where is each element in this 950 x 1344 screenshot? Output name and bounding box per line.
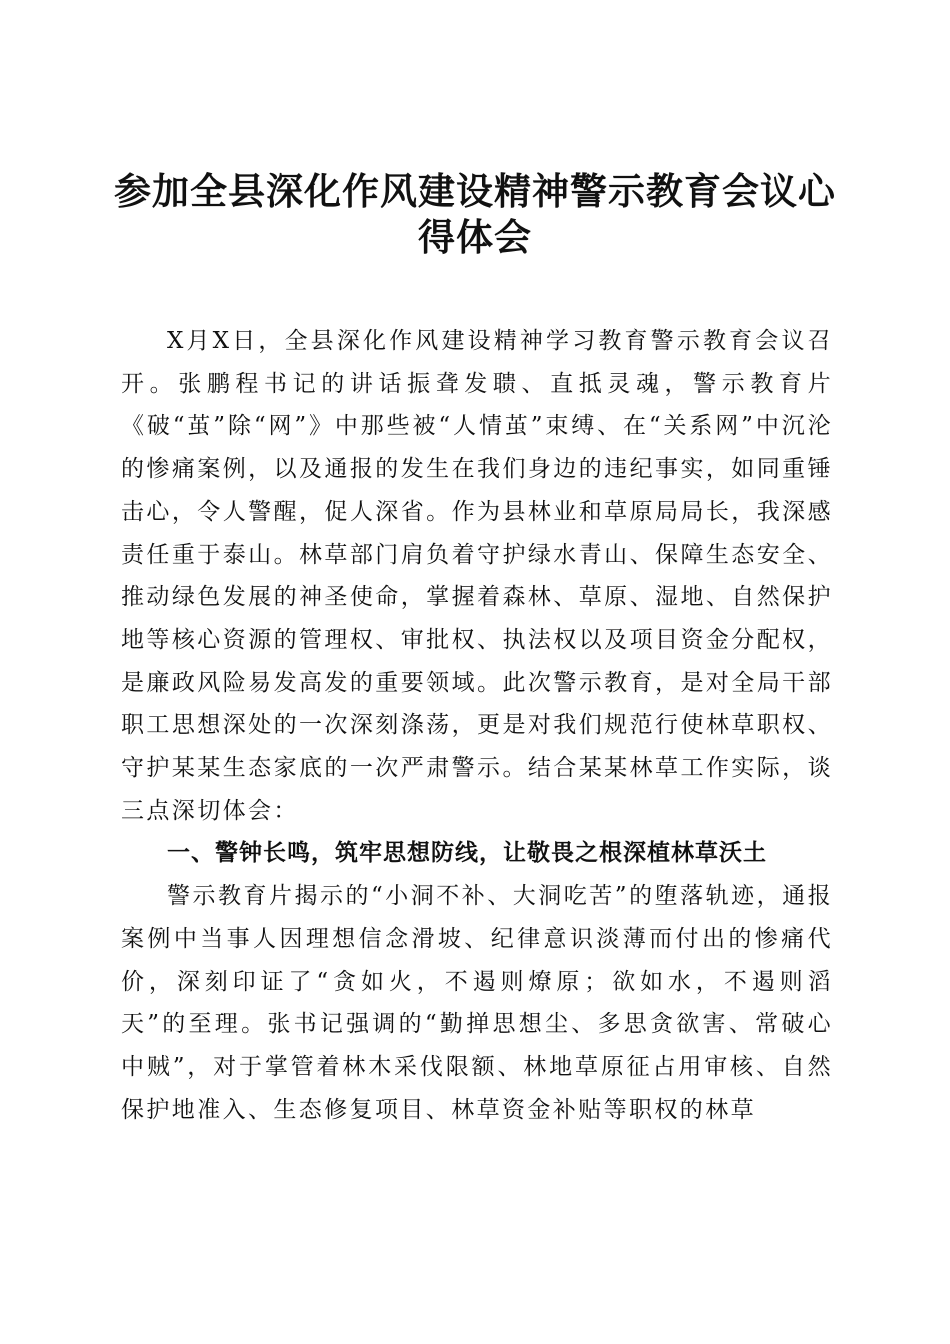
section-heading-1: 一、警钟长鸣，筑牢思想防线，让敬畏之根深植林草沃土 xyxy=(167,840,767,867)
document-body xyxy=(121,320,833,1131)
body-paragraph-intro: X月X日，全县深化作风建设精神学习教育警示教育会议召开。张鹏程书记的讲话振聋发聩、直抵灵魂，警示教育片《破“茧”除“网”》中那些被“人情茧”束缚、在“关系网”中沉沦的惨痛案例，以及通报的发生在我们身边的违纪事实，如同重锤击心，令人警醒，促人深省。作为县林业和草原局局长，我深感责任重于泰山。林草部门肩负着守护绿水青山、保障生态安全、推动绿色发展的神圣使命，掌握着森林、草原、湿地、自然保护地等核心资源的管理权、审批权、执法权以及项目资金分配权，是廉政风险易发高发的重要领域。此次警示教育，是对全局干部职工思想深处的一次深刻涤荡，更是对我们规范行使林草职权、守护某某生态家底的一次严肃警示。结合某某林草工作实际，谈三点深切体会： xyxy=(121,328,833,824)
document-title: 参加全县深化作风建设精神警示教育会议心得体会 xyxy=(114,169,836,259)
body-paragraph-section-1: 警示教育片揭示的“小洞不补、大洞吃苦”的堕落轨迹，通报案例中当事人因理想信念滑坡、纪律意识淡薄而付出的惨痛代价，深刻印证了“贪如火，不遏则燎原；欲如水，不遏则滔天”的至理。张书记强调的“勤掸思想尘、多思贪欲害、常破心中贼”，对于掌管着林木采伐限额、林地草原征占用审核、自然保护地准入、生态修复项目、林草资金补贴等职权的林草 xyxy=(121,883,833,1123)
